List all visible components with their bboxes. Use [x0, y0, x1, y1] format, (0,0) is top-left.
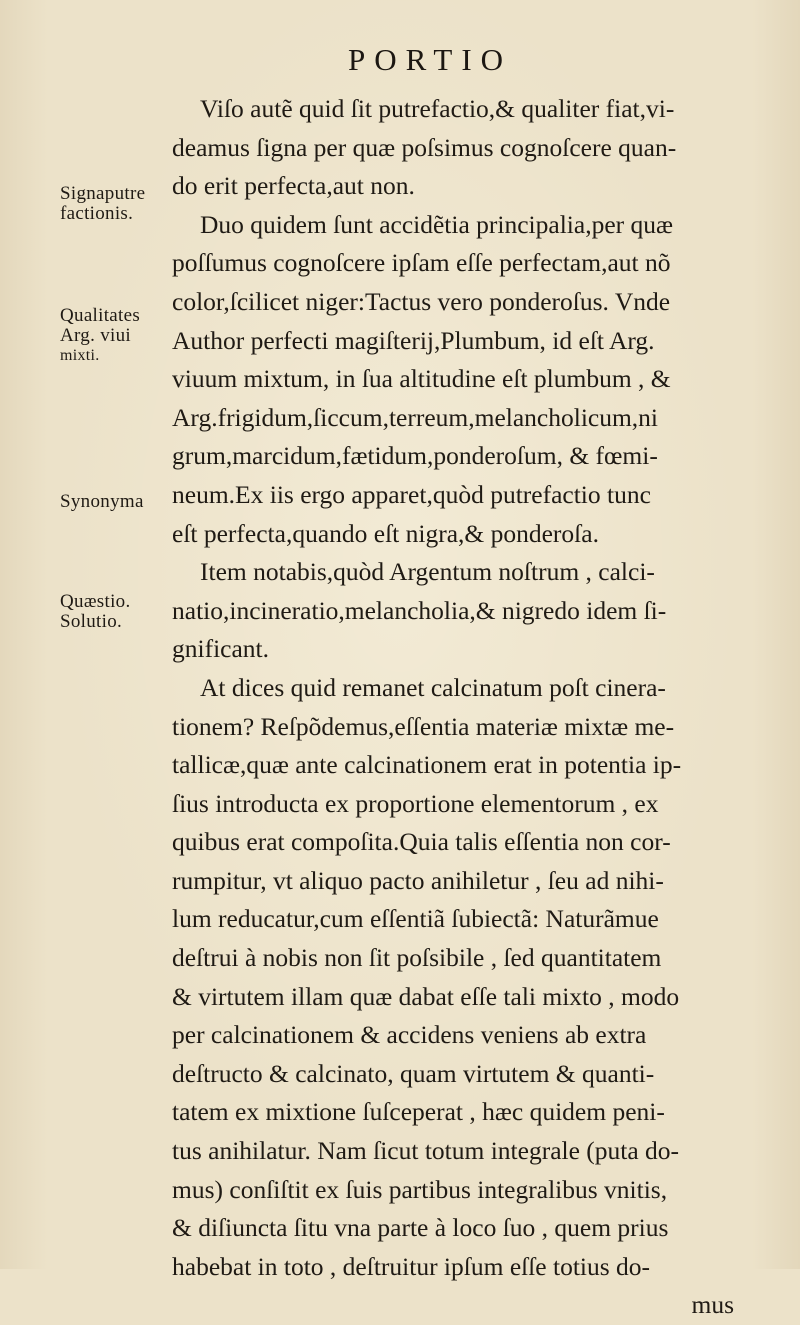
text-line: color,ſcilicet niger:Tactus vero ponderoſus. Vnde — [172, 286, 671, 316]
text-line: Viſo autẽ quid ſit putrefactio,& qualiter fiat,vi- — [200, 94, 675, 123]
text-line: mus) conſiſtit ex ſuis partibus integralibus vnitis, — [172, 1174, 668, 1204]
text-line: deſtructo & calcinato, quam virtutem & quanti- — [172, 1058, 655, 1088]
text-line: & diſiuncta ſitu vna parte à loco ſuo , quem prius — [172, 1213, 669, 1243]
text-line: eſt perfecta,quando eſt nigra,& ponderoſa. — [172, 518, 599, 548]
text-line: ſius introducta ex proportione elementorum , ex — [172, 788, 659, 818]
text-line: Author perfecti magiſterij,Plumbum, id eſt Arg. — [172, 325, 655, 355]
text-line: tus anihilatur. Nam ſicut totum integrale (puta do- — [172, 1136, 680, 1166]
margin-note-line: Qualitates — [60, 305, 141, 326]
text-line: Duo quidem ſunt accidẽtia principalia,per quæ — [200, 209, 674, 239]
margin-note-line: Arg. viui — [60, 325, 131, 346]
text-line: tionem? Reſpõdemus,eſſentia materiæ mixtæ me- — [172, 711, 675, 741]
margin-note-line: Synonyma — [60, 491, 144, 512]
text-line: lum reducatur,cum eſſentiã ſubiectã: Naturãmue — [172, 904, 659, 934]
text-line: Item notabis,quòd Argentum noſtrum , calci- — [200, 557, 655, 587]
text-line: tatem ex mixtione ſuſceperat , hæc quidem peni- — [172, 1097, 665, 1127]
text-line: At dices quid remanet calcinatum poſt cinera- — [200, 672, 666, 702]
margin-note-qualitates — [60, 306, 140, 366]
text-line: poſſumus cognoſcere ipſam eſſe perfectam,aut nõ — [172, 248, 671, 278]
text-line: habebat in toto , deſtruitur ipſum eſſe totius do- — [172, 1251, 651, 1281]
margin-note-line: Solutio. — [60, 611, 123, 632]
text-line: rumpitur, vt aliquo pacto anihiletur , ſeu ad nihi- — [172, 865, 664, 895]
margin-note-line: mixti. — [60, 347, 100, 364]
text-line: & virtutem illam quæ dabat eſſe tali mixto , modo — [172, 981, 680, 1011]
text-line: natio,incineratio,melancholia,& nigredo idem ſi- — [172, 595, 667, 625]
margin-note-line: Signaputre — [60, 183, 146, 204]
running-head: PORTIO — [347, 42, 513, 77]
margin-note-line: factionis. — [60, 203, 134, 224]
margin-note-signa — [60, 184, 145, 224]
text-line: viuum mixtum, in ſua altitudine eſt plumbum , & — [172, 364, 671, 394]
text-line: tallicæ,quæ ante calcinationem erat in potentia ip- — [172, 750, 682, 780]
text-line: Arg.frigidum,ſiccum,terreum,melancholicum,ni — [172, 402, 659, 432]
text-line: do erit perfecta,aut non. — [172, 171, 415, 201]
text-line: deſtrui à nobis non ſit poſsibile , ſed quantitatem — [172, 943, 662, 973]
text-line: deamus ſigna per quæ poſsimus cognoſcere quan- — [172, 132, 677, 162]
catchword: mus — [691, 1290, 734, 1320]
main-text-block — [172, 90, 772, 1325]
text-line: neum.Ex iis ergo apparet,quòd putrefactio tunc — [172, 479, 651, 509]
text-line: quibus erat compoſita.Quia talis eſſentia non cor- — [172, 827, 671, 857]
text-line: gnificant. — [172, 634, 270, 664]
margin-note-quaestio — [60, 592, 131, 632]
text-line: per calcinationem & accidens veniens ab extra — [172, 1020, 647, 1050]
margin-note-line: Quæstio. — [60, 591, 131, 612]
text-line: grum,marcidum,fætidum,ponderoſum, & fœmi- — [172, 441, 658, 471]
margin-note-synonyma — [60, 492, 144, 512]
